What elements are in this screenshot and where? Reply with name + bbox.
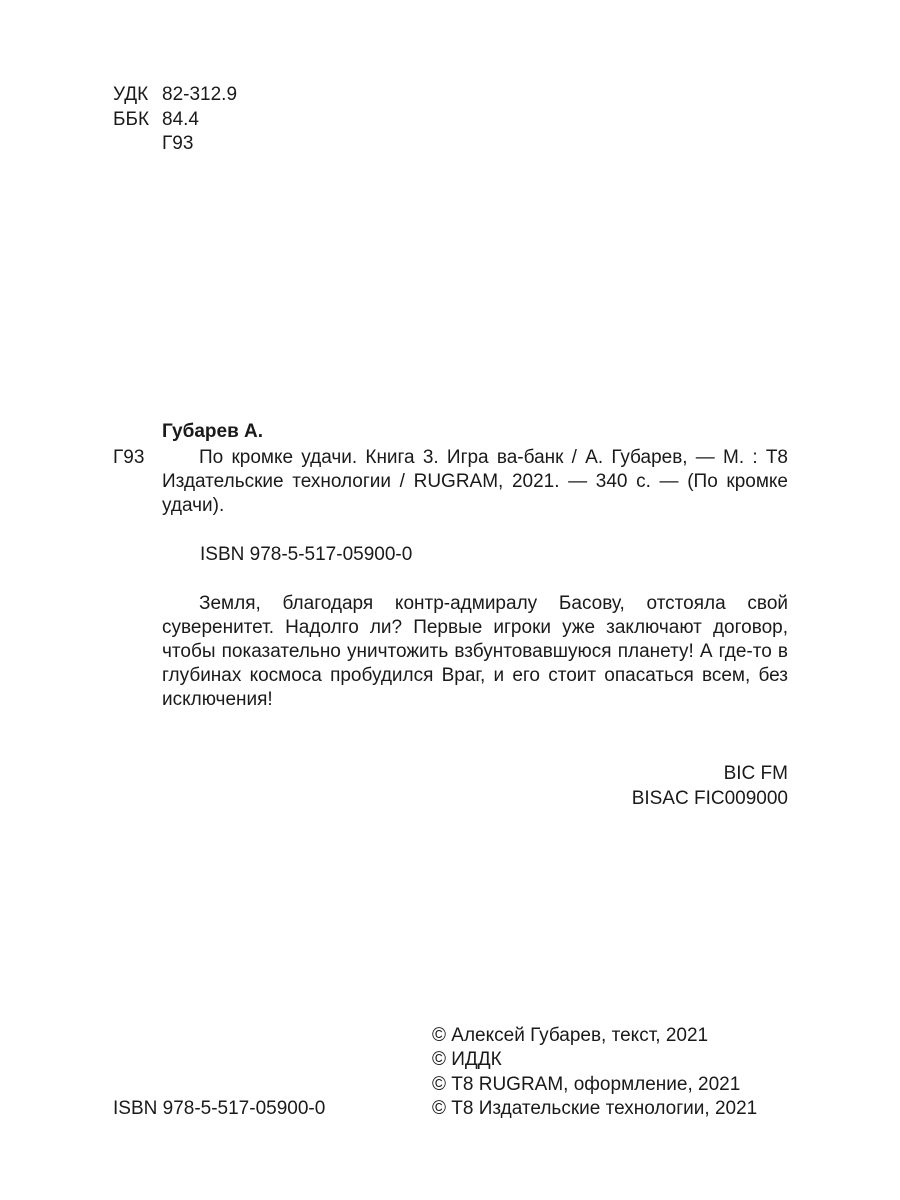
- udk-value: 82-312.9: [162, 84, 238, 105]
- entry-isbn: ISBN 978-5-517-05900-0: [200, 544, 413, 565]
- bibliographic-description: По кромке удачи. Книга 3. Игра ва-банк / А. Губарев, — М. : Т8 Издательские технологии / RUGRAM, 2021. — 340 с. — (По кромке удачи).: [162, 447, 788, 516]
- author-mark: Г93: [113, 447, 145, 468]
- author-mark-top: Г93: [162, 133, 194, 154]
- bbk-value: 84.4: [162, 109, 199, 130]
- bisac-code: BISAC FIC009000: [631, 788, 788, 809]
- footer-isbn: ISBN 978-5-517-05900-0: [113, 1098, 326, 1119]
- author-heading: Губарев А.: [162, 421, 264, 442]
- copyright-line: © Т8 RUGRAM, оформление, 2021: [432, 1074, 741, 1095]
- bbk-label: ББК: [113, 109, 150, 130]
- copyright-line: © Алексей Губарев, текст, 2021: [432, 1025, 709, 1046]
- copyright-line: © Т8 Издательские технологии, 2021: [432, 1098, 758, 1119]
- bic-code: BIC FM: [723, 763, 788, 784]
- copyright-line: © ИДДК: [432, 1049, 502, 1070]
- udk-label: УДК: [113, 84, 149, 105]
- annotation: Земля, благодаря контр-адмиралу Басову, отстояла свой суверенитет. Надолго ли? Первые игроки уже заключают договор, чтобы показательно уничтожить взбунтовавшуюся планету! А где-то в глубинах космоса пробудился Враг, и его стоит опасаться всем, без исключения!: [162, 593, 788, 710]
